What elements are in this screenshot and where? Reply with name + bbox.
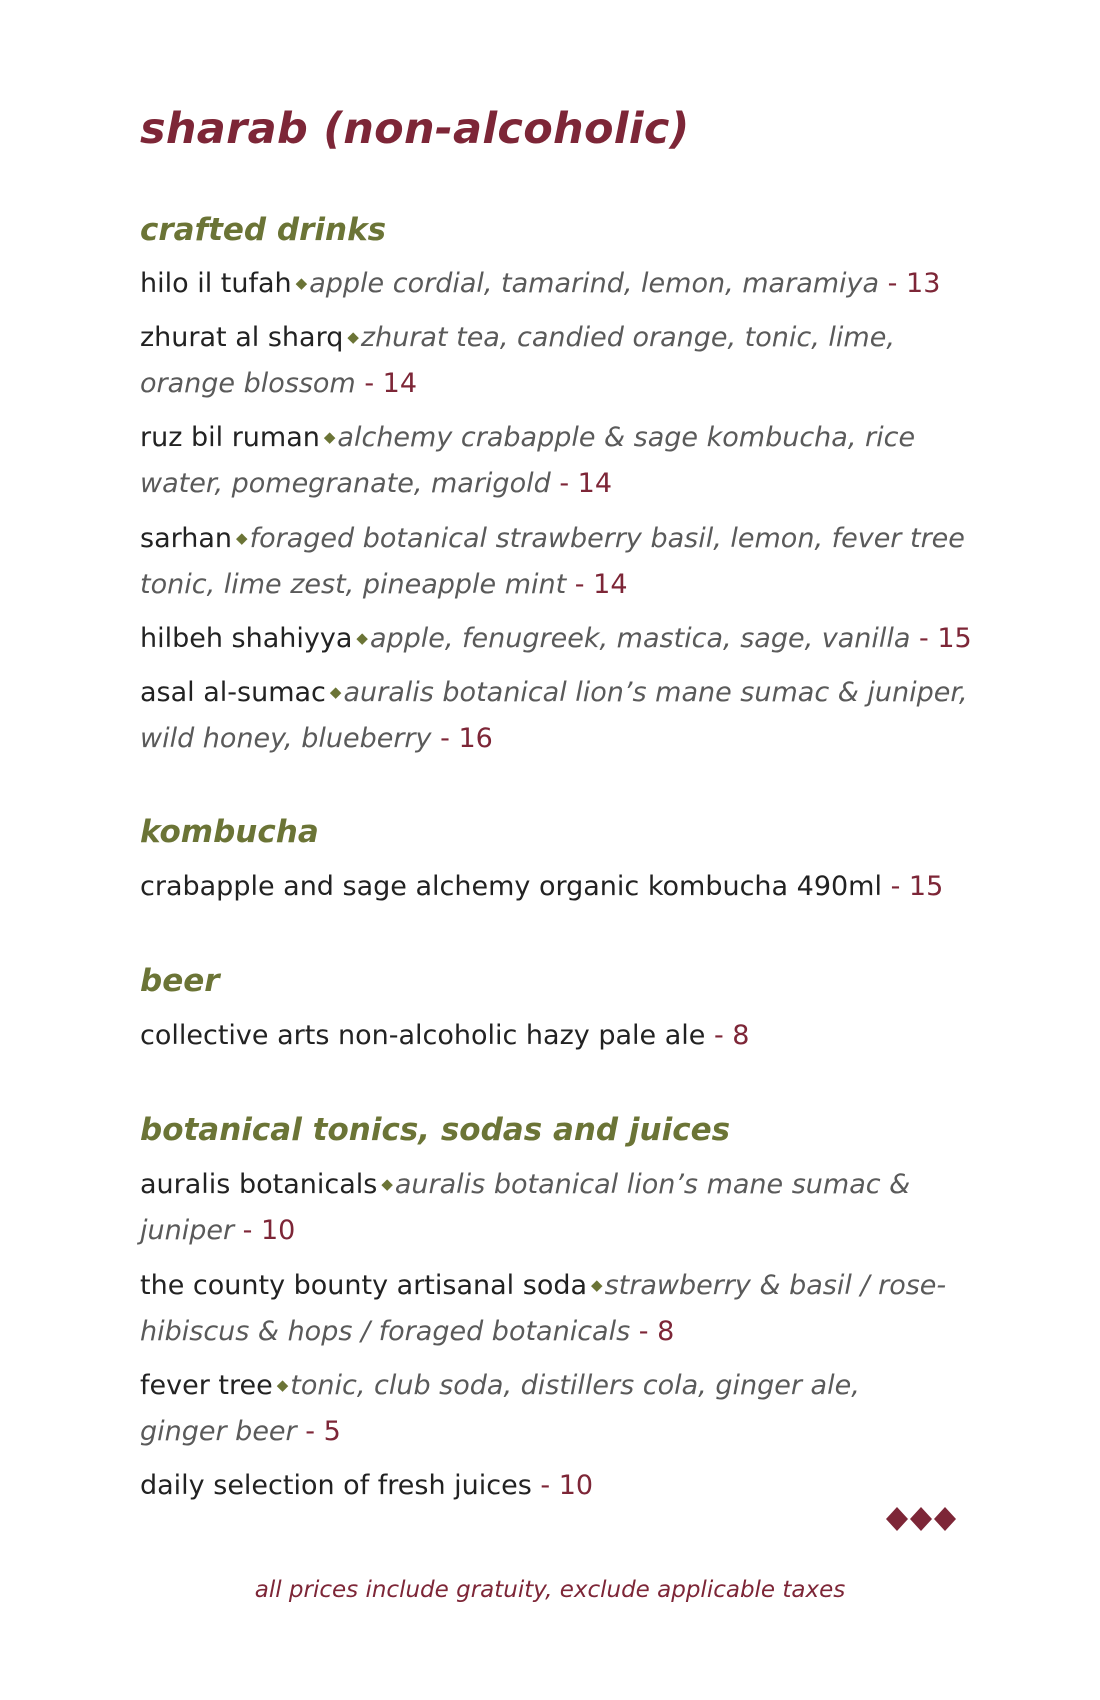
item-name: collective arts non-alcoholic hazy pale ale [140,1020,706,1051]
item-description-line-1: auralis botanical lion’s mane sumac & [394,1169,911,1200]
bullet-icon: ◆ [236,529,248,547]
menu-item-beer: collective arts non-alcoholic hazy pale ale - 8 [140,1020,750,1051]
item-description-line-2: ginger beer [140,1416,297,1447]
menu-item-auralis-botanicals [140,1168,910,1201]
item-price: 14 [593,569,628,600]
section-title-crafted-drinks: crafted drinks [140,212,387,248]
bullet-icon: ◆ [356,629,368,647]
item-price: 15 [908,871,944,902]
bullet-icon: ◆ [381,1175,393,1193]
menu-item-hilo-il-tufah: hilo il tufah ◆apple cordial, tamarind, lemon, maramiya - 13 [140,268,941,299]
menu-item-asal-al-sumac-cont: wild honey, blueberry - 16 [140,723,493,754]
menu-item-zhurat-al-sharq [140,321,895,354]
menu-item-hilbeh-shahiyya: hilbeh shahiyya ◆apple, fenugreek, mastica, sage, vanilla - 15 [140,623,972,654]
bullet-icon: ◆ [591,1276,603,1294]
item-price: 14 [577,468,613,499]
item-name: sarhan [140,523,233,554]
menu-item-asal-al-sumac [140,676,968,709]
bullet-icon: ◆ [329,683,342,701]
item-name: fever tree [140,1370,273,1401]
menu-item-ruz-bil-ruman [140,421,915,454]
item-price: 13 [906,268,941,299]
item-description: apple, fenugreek, mastica, sage, vanilla [369,623,911,654]
bullet-icon: ◆ [323,428,336,446]
item-price: 14 [382,368,418,399]
item-name: zhurat al sharq [140,322,344,353]
menu-item-sarhan-cont: tonic, lime zest, pineapple mint - 14 [140,569,628,600]
item-description-line-1: foraged botanical strawberry basil, lemon, fever tree [249,523,965,554]
item-name: the county bounty artisanal soda [140,1270,588,1301]
menu-item-fever-tree [140,1369,860,1402]
item-description-line-1: zhurat tea, candied orange, tonic, lime, [360,322,895,353]
bullet-icon: ◆ [295,274,308,292]
item-price: 8 [657,1316,675,1347]
menu-item-fever-tree-cont: ginger beer - 5 [140,1416,341,1447]
item-description-line-2: tonic, lime zest, pineapple mint [140,569,567,600]
item-name: daily selection of fresh juices [140,1470,532,1501]
item-description-line-1: tonic, club soda, distillers cola, ginger ale, [290,1370,860,1401]
item-description-line-1: auralis botanical lion’s mane sumac & juniper, [343,677,968,708]
footer-note: all prices include gratuity, exclude applicable taxes [254,1577,846,1603]
item-price: 8 [732,1020,750,1051]
page-title: sharab (non-alcoholic) [140,104,690,154]
menu-item-kombucha: crabapple and sage alchemy organic kombucha 490ml - 15 [140,871,944,902]
item-name: hilbeh shahiyya [140,623,353,654]
menu-item-county-bounty-soda [140,1269,946,1302]
menu-item-county-bounty-soda-cont: hibiscus & hops / foraged botanicals - 8 [140,1316,675,1347]
item-price: 5 [323,1416,341,1447]
menu-item-ruz-bil-ruman-cont: water, pomegranate, marigold - 14 [140,468,613,499]
three-diamonds-icon [885,1505,957,1533]
section-title-botanical-tonics: botanical tonics, sodas and juices [140,1112,731,1148]
bullet-icon: ◆ [276,1376,289,1394]
item-name: hilo il tufah [140,268,292,299]
item-description-line-2: wild honey, blueberry [140,723,432,754]
item-price: 10 [558,1470,594,1501]
item-description-line-2: water, pomegranate, marigold [140,468,551,499]
item-description: apple cordial, tamarind, lemon, maramiya [309,268,880,299]
item-description-line-2: hibiscus & hops / foraged botanicals [140,1316,631,1347]
item-name: crabapple and sage alchemy organic kombucha 490ml [140,871,882,902]
section-title-kombucha: kombucha [140,814,319,850]
menu-item-fresh-juices: daily selection of fresh juices - 10 [140,1470,594,1501]
item-description-line-2: orange blossom [140,368,356,399]
bullet-icon: ◆ [347,328,359,346]
menu-item-sarhan [140,522,965,555]
item-price: 16 [458,723,493,754]
item-price: 15 [937,623,972,654]
menu-item-zhurat-al-sharq-cont: orange blossom - 14 [140,368,418,399]
item-name: ruz bil ruman [140,422,320,453]
menu-item-auralis-botanicals-cont: juniper - 10 [140,1215,296,1246]
item-description-line-1: strawberry & basil / rose- [604,1270,947,1301]
section-title-beer: beer [140,963,220,999]
item-price: 10 [261,1215,296,1246]
item-name: asal al-sumac [140,677,326,708]
item-name: auralis botanicals [140,1169,378,1200]
item-description-line-2: juniper [140,1215,235,1246]
item-description-line-1: alchemy crabapple & sage kombucha, rice [337,422,916,453]
